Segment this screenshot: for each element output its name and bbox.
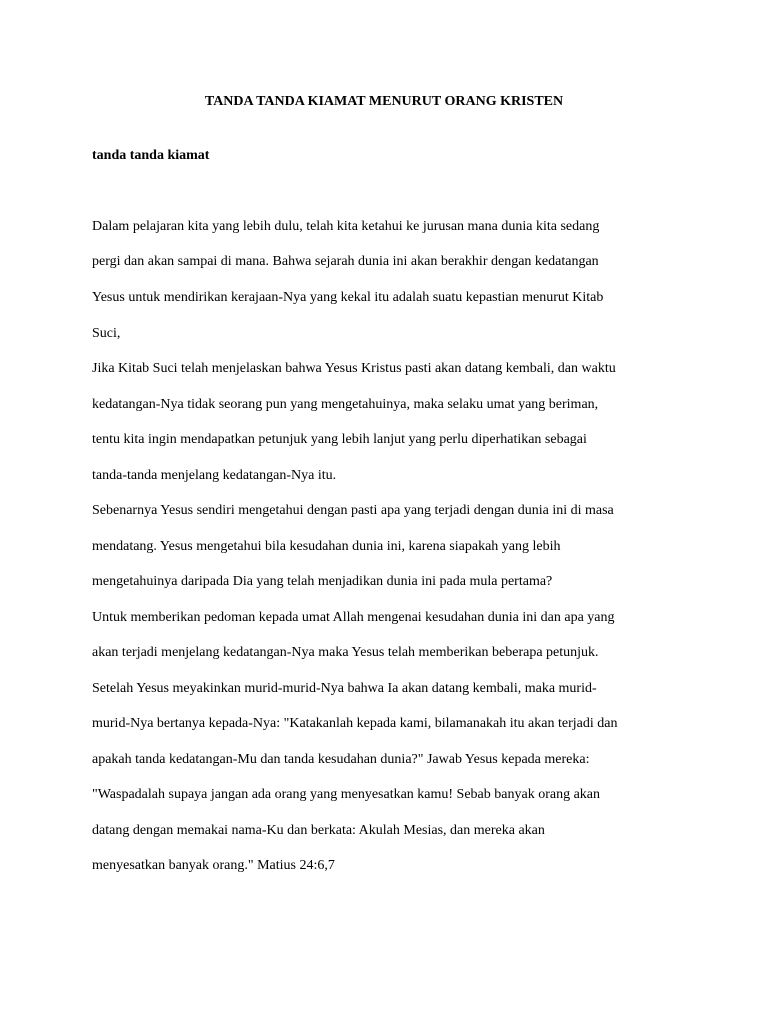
paragraph-line: Dalam pelajaran kita yang lebih dulu, telah kita ketahui ke jurusan mana dunia kita sedang <box>92 219 600 234</box>
paragraph-line: kedatangan-Nya tidak seorang pun yang mengetahuinya, maka selaku umat yang beriman, <box>92 397 599 412</box>
paragraph-line: mengetahuinya daripada Dia yang telah menjadikan dunia ini pada mula pertama? <box>92 574 553 589</box>
paragraph-line: akan terjadi menjelang kedatangan-Nya maka Yesus telah memberikan beberapa petunjuk. <box>92 645 599 660</box>
paragraph-line: pergi dan akan sampai di mana. Bahwa sejarah dunia ini akan berakhir dengan kedatangan <box>92 254 599 269</box>
document-subtitle: tanda tanda kiamat <box>92 148 210 163</box>
paragraph-line: murid-Nya bertanya kepada-Nya: "Katakanlah kepada kami, bilamanakah itu akan terjadi dan <box>92 716 618 731</box>
paragraph-line: Untuk memberikan pedoman kepada umat Allah mengenai kesudahan dunia ini dan apa yang <box>92 610 615 625</box>
paragraph-line: tanda-tanda menjelang kedatangan-Nya itu. <box>92 468 337 483</box>
paragraph-line: datang dengan memakai nama-Ku dan berkata: Akulah Mesias, dan mereka akan <box>92 823 545 838</box>
paragraph-line: Yesus untuk mendirikan kerajaan-Nya yang kekal itu adalah suatu kepastian menurut Kitab <box>92 290 604 305</box>
paragraph-line: "Waspadalah supaya jangan ada orang yang menyesatkan kamu! Sebab banyak orang akan <box>92 787 601 802</box>
document-title: TANDA TANDA KIAMAT MENURUT ORANG KRISTEN <box>204 94 564 109</box>
paragraph-line: apakah tanda kedatangan-Mu dan tanda kesudahan dunia?" Jawab Yesus kepada mereka: <box>92 752 590 767</box>
paragraph-line: Setelah Yesus meyakinkan murid-murid-Nya bahwa Ia akan datang kembali, maka murid- <box>92 681 597 696</box>
paragraph-line: menyesatkan banyak orang." Matius 24:6,7 <box>92 858 335 873</box>
paragraph-line: Suci, <box>92 326 121 341</box>
paragraph-line: tentu kita ingin mendapatkan petunjuk yang lebih lanjut yang perlu diperhatikan sebagai <box>92 432 587 447</box>
paragraph-line: Jika Kitab Suci telah menjelaskan bahwa Yesus Kristus pasti akan datang kembali, dan waktu <box>92 361 616 376</box>
paragraph-line: mendatang. Yesus mengetahui bila kesudahan dunia ini, karena siapakah yang lebih <box>92 539 561 554</box>
paragraph-line: Sebenarnya Yesus sendiri mengetahui dengan pasti apa yang terjadi dengan dunia ini di masa <box>92 503 614 518</box>
